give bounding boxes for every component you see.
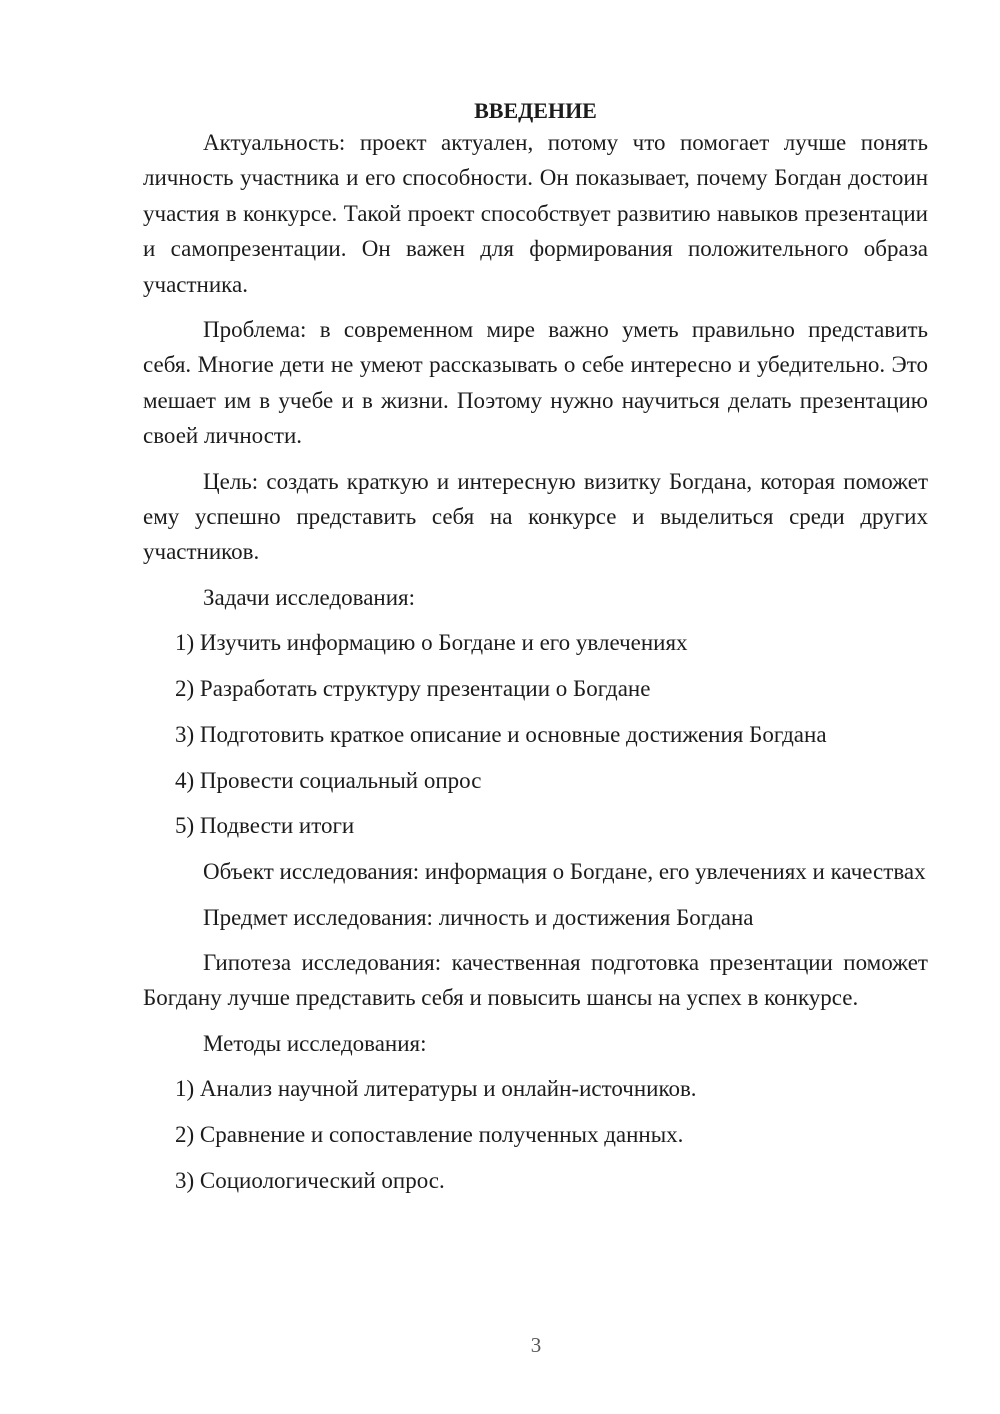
- method-item: 3) Социологический опрос.: [175, 1167, 445, 1193]
- task-item: 5) Подвести итоги: [175, 813, 355, 839]
- task-item: 4) Провести социальный опрос: [175, 767, 482, 793]
- methods-heading: Методы исследования:: [203, 1030, 427, 1056]
- hypothesis-paragraph: Гипотеза исследования: качественная подготовка презентации поможет Богдану лучше представить себя и повысить шансы на успех в конкурсе.: [143, 950, 928, 1011]
- subject-paragraph: Предмет исследования: личность и достижения Богдана: [203, 904, 754, 930]
- method-item: 1) Анализ научной литературы и онлайн-источников.: [175, 1076, 697, 1102]
- task-item: 2) Разработать структуру презентации о Богдане: [175, 676, 651, 702]
- tasks-list: [143, 625, 928, 844]
- task-item: 3) Подготовить краткое описание и основные достижения Богдана: [175, 721, 827, 747]
- tasks-heading: Задачи исследования:: [203, 584, 416, 610]
- page-number: 3: [530, 1333, 542, 1357]
- object-paragraph: Объект исследования: информация о Богдане, его увлечениях и качествах: [203, 859, 926, 885]
- document-body: [143, 96, 928, 1209]
- task-item: 1) Изучить информацию о Богдане и его увлечениях: [175, 630, 688, 656]
- method-item: 2) Сравнение и сопоставление полученных данных.: [175, 1122, 684, 1148]
- goal-paragraph: Цель: создать краткую и интересную визитку Богдана, которая поможет ему успешно представить себя на конкурсе и выделиться среди других участников.: [143, 468, 928, 565]
- relevance-paragraph: Актуальность: проект актуален, потому что помогает лучше понять личность участника и его способности. Он показывает, почему Богдан достоин участия в конкурсе. Такой проект способствует развитию навыков презентации и самопрезентации. Он важен для формирования положительного образа участника.: [143, 130, 928, 297]
- section-title: ВВЕДЕНИЕ: [474, 98, 597, 123]
- methods-list: [143, 1071, 928, 1198]
- problem-paragraph: Проблема: в современном мире важно уметь правильно представить себя. Многие дети не умеют рассказывать о себе интересно и убедительно. Это мешает им в учебе и в жизни. Поэтому нужно научиться делать презентацию своей личности.: [143, 317, 928, 449]
